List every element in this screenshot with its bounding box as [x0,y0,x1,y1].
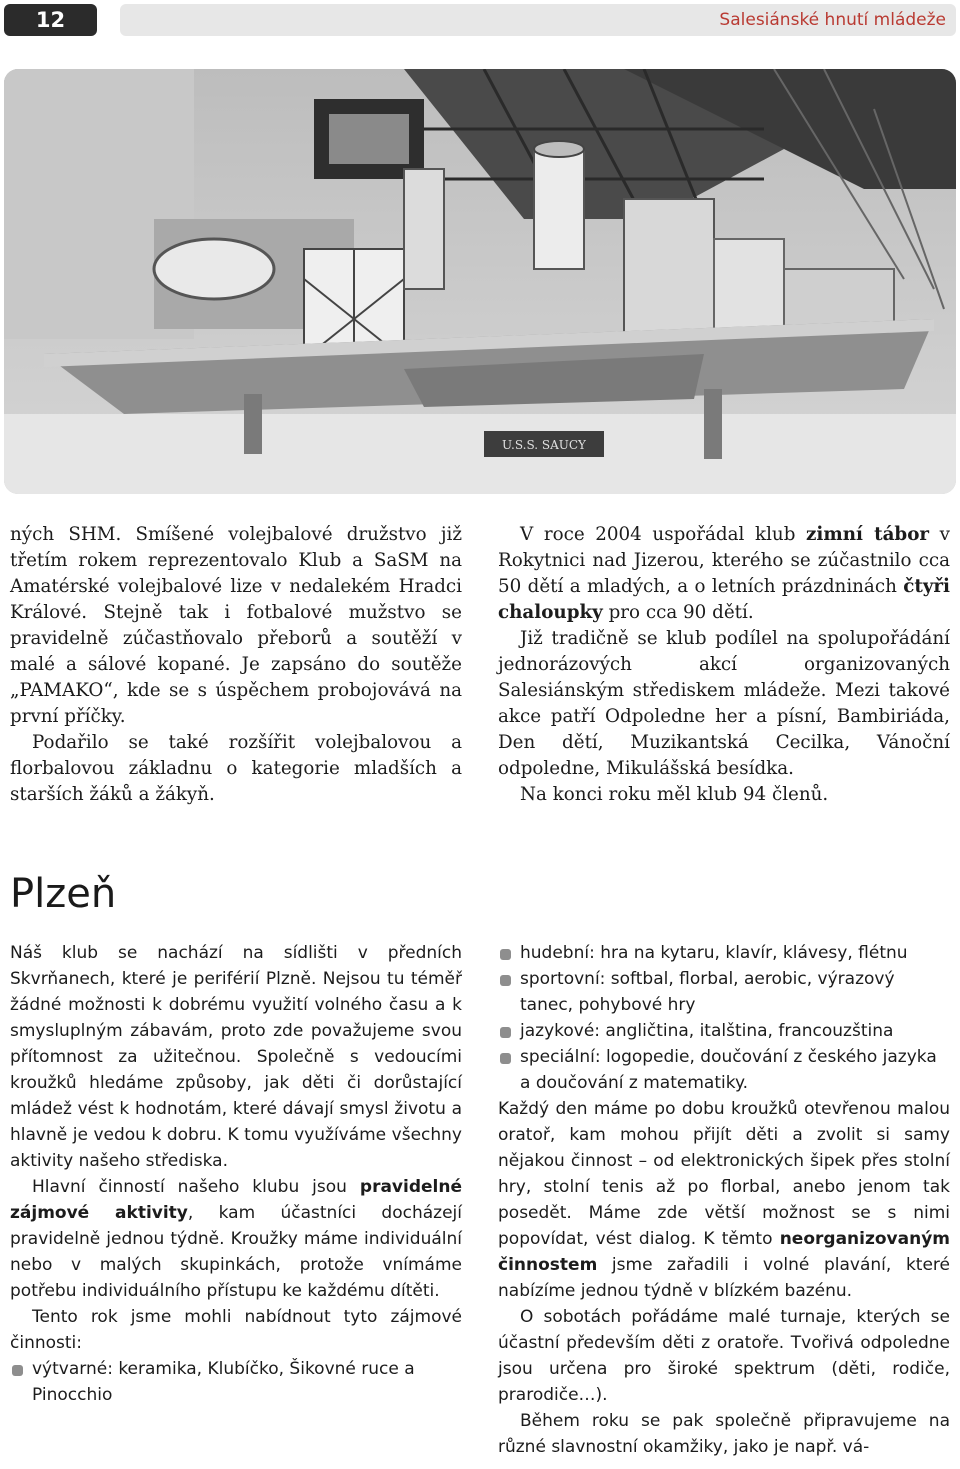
paragraph: Tento rok jsme mohli nabídnout tyto zájmové činnosti: [10,1307,462,1353]
list-item-text: jazykové: angličtina, italština, francouzština [520,1021,894,1041]
running-header [120,4,956,36]
text-run: , kam účastníci docházejí pravidelně jednou týdně. Kroužky máme individuální nebo v malých skupinkách, protože vnímáme potřebu individuálního přístupu ke každému dítěti. [10,1203,462,1301]
list-item-text: speciální: logopedie, doučování z českého jazyka a doučování z matematiky. [520,1047,937,1093]
activity-list [10,1356,462,1408]
paragraph: Na konci roku měl klub 94 členů. [520,784,829,805]
publication-title: Salesiánské hnutí mládeže [719,10,946,30]
text-run: jsme zařadili i volné plavání, které nabízíme jednou týdně v blízkém bazénu. [498,1255,950,1301]
column-right-bottom [498,940,950,1460]
bullet-icon [500,1053,511,1064]
ship-plaque: U.S.S. SAUCY [502,438,586,452]
activity-list [498,940,950,1096]
paragraph: Během roku se pak společně připravujeme na různé slavnostní okamžiky, jako je např. vá- [498,1411,950,1457]
text-run: V roce 2004 uspořádal klub [520,524,807,545]
text-run: v Rokytnici nad Jizerou, kterého se zúčastnilo cca 50 dětí a mladých, a o letních prázdninách [498,524,951,597]
paragraph: O sobotách pořádáme malé turnaje, kterých se účastní především děti z oratoře. Tvořivá odpoledne jsou určena pro široké spektrum (děti, rodiče, prarodiče…). [498,1307,950,1405]
list-item [498,1044,950,1096]
bullet-icon [500,975,511,986]
ship-model-illustration [4,69,956,494]
bullet-icon [500,1027,511,1038]
paragraph [498,522,950,626]
paragraph: Již tradičně se klub podílel na spolupořádání jednorázových akcí organizovaných Salesiánským střediskem mládeže. Mezi takové akce patří Odpoledne her a písní, Bambiriáda, Den dětí, Muzikantská Cecilka, Vánoční odpoledne, Mikulášská besídka. [498,628,950,779]
text-run: pro cca 90 dětí. [602,602,754,623]
column-left-bottom [10,940,462,1408]
ship-model-photo [4,69,956,494]
text-run: Hlavní činností našeho klubu jsou [32,1177,360,1197]
list-item [498,1018,950,1044]
bold-text: čtyři chaloupky [498,576,950,623]
page-number: 12 [4,4,97,36]
list-item-text: hudební: hra na kytaru, klavír, klávesy, flétnu [520,943,908,963]
section-heading: Plzeň [10,871,117,917]
bullet-icon [500,949,511,960]
paragraph [498,1096,950,1304]
column-right-top [498,522,950,808]
column-left-top [10,522,462,808]
bold-text: neorganizovaným činnostem [498,1229,950,1275]
bold-text: zimní tábor [806,524,930,545]
paragraph [10,1174,462,1304]
bullet-icon [12,1365,23,1376]
list-item [10,1356,462,1408]
paragraph: ných SHM. Smíšené volejbalové družstvo již třetím rokem reprezentovalo Klub a SaSM na Amatérské volejbalové lize v nedalekém Hradci Králové. Stejně tak i fotbalové mužstvo se pravidelně zúčastňovalo přeborů a soutěží v malé a sálové kopané. Je zapsáno do soutěže „PAMAKO“, kde se s úspěchem probojovává na první příčky. [10,524,462,727]
list-item [498,966,950,1018]
text-run: Každý den máme po dobu kroužků otevřenou malou oratoř, kam mohou přijít děti a zvolit si samy nějakou činnost – od elektronických šipek přes stolní hry, stolní tenis až po florbal, anebo jenom tak posedět. Máme zde větší možnost se s nimi popovídat, vést dialog. K těmto [498,1099,950,1249]
list-item-text: sportovní: softbal, florbal, aerobic, výrazový tanec, pohybové hry [520,969,895,1015]
list-item-text: výtvarné: keramika, Klubíčko, Šikovné ruce a Pinocchio [32,1359,415,1405]
paragraph: Podařilo se také rozšířit volejbalovou a florbalovou základnu o kategorie mladších a starších žáků a žákyň. [10,732,462,805]
list-item [498,940,950,966]
paragraph: Náš klub se nachází na sídlišti v předních Skvrňanech, které je periférií Plzně. Nejsou tu téměř žádné možnosti k dobrému využití volného času a k smysluplným zábavám, proto zde považujeme svou přítomnost za užitečnou. Společně s vedoucími kroužků hledáme způsoby, jak děti či dorůstající mládež vést k hodnotám, které dávají smysl životu a hlavně je vedou k dobru. K tomu využíváme všechny aktivity našeho střediska. [10,943,462,1171]
bold-text: pravidelné zájmové aktivity [10,1177,462,1223]
